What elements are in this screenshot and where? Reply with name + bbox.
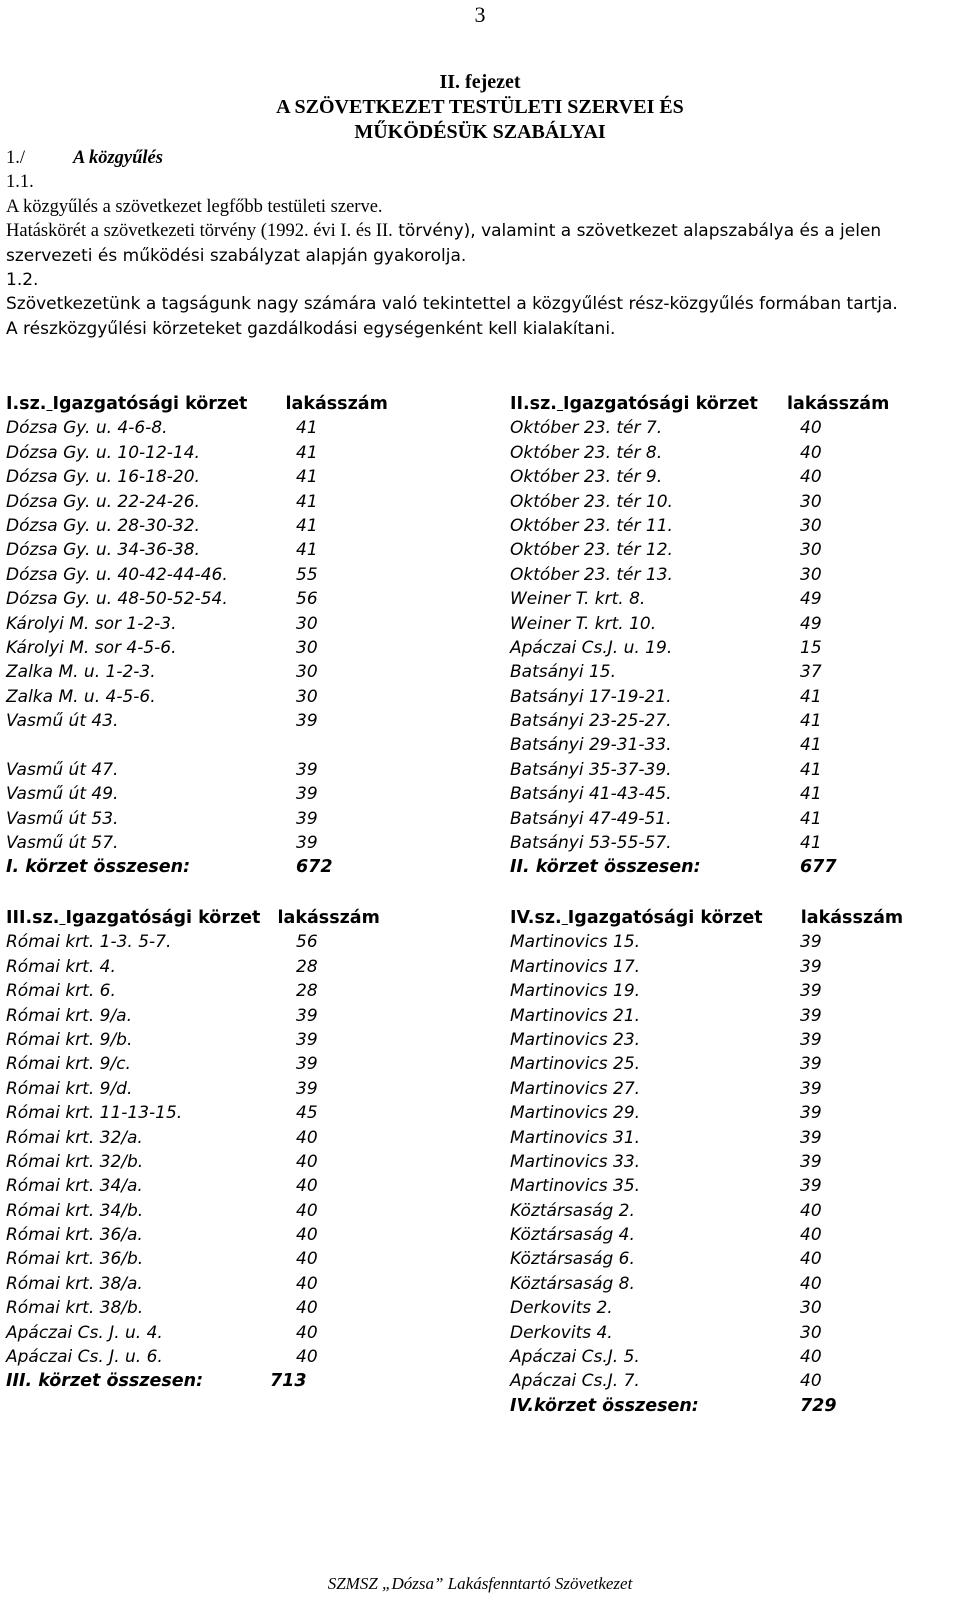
address-cell: Martinovics 17.: [510, 956, 641, 977]
district-row: [6, 538, 436, 562]
district-row: [6, 587, 436, 611]
district-row: [6, 660, 436, 684]
apartment-count-cell: 45: [296, 1103, 318, 1124]
apartment-count-cell: 39: [296, 759, 318, 780]
address-cell: Római krt. 6.: [6, 981, 116, 1002]
district-header: [510, 392, 940, 416]
district-row: [510, 416, 940, 440]
address-cell: Római krt. 38/b.: [6, 1298, 144, 1319]
address-cell: Batsányi 53-55-57.: [510, 833, 672, 854]
district-row: [510, 538, 940, 562]
apartment-count-cell: 39: [800, 1151, 822, 1172]
address-cell: Római krt. 34/a.: [6, 1176, 143, 1197]
district-row: [6, 782, 436, 806]
apartment-count-cell: 41: [800, 808, 822, 829]
district-1-table: [6, 392, 436, 880]
apartment-count-cell: 39: [296, 1005, 318, 1026]
apartment-count-cell: 39: [800, 981, 822, 1002]
address-cell: Vasmű út 49.: [6, 784, 119, 805]
apartment-count-cell: 41: [296, 540, 318, 561]
paragraph-1-2-line-1: Szövetkezetünk a tagságunk nagy számára való tekintettel a közgyűlést rész-közgyűlés formában tartja.: [6, 294, 898, 315]
district-total: [6, 855, 436, 879]
district-2-table: [510, 392, 940, 880]
apartment-count-cell: 39: [296, 1029, 318, 1050]
address-cell: Martinovics 15.: [510, 932, 641, 953]
apartment-count-cell: 39: [800, 1078, 822, 1099]
district-4-table: [510, 906, 940, 1418]
address-cell: Vasmű út 43.: [6, 711, 119, 732]
address-cell: Október 23. tér 7.: [510, 418, 663, 439]
address-cell: Október 23. tér 9.: [510, 467, 663, 488]
address-cell: Batsányi 47-49-51.: [510, 808, 672, 829]
apartment-count-cell: 30: [296, 613, 318, 634]
apartment-count-cell: 28: [296, 956, 318, 977]
address-cell: Martinovics 35.: [510, 1176, 641, 1197]
district-row: [6, 1321, 436, 1345]
apartment-count-cell: 30: [296, 686, 318, 707]
paragraph-1-2-line-2: A részközgyűlési körzeteket gazdálkodási egységenként kell kialakítani.: [6, 318, 616, 339]
apartment-count-cell: 30: [800, 1322, 822, 1343]
apartment-count-cell: 39: [800, 1103, 822, 1124]
address-cell: Batsányi 23-25-27.: [510, 711, 672, 732]
district-row: [6, 1247, 436, 1271]
address-cell: Apáczai Cs.J. 5.: [510, 1347, 640, 1368]
address-cell: Weiner T. krt. 8.: [510, 589, 646, 610]
district-row: [6, 979, 436, 1003]
apartment-count-cell: 39: [296, 711, 318, 732]
district-row: [510, 1296, 940, 1320]
apartment-count-cell: 39: [800, 956, 822, 977]
address-cell: Dózsa Gy. u. 22-24-26.: [6, 491, 200, 512]
address-cell: Martinovics 31.: [510, 1127, 641, 1148]
address-cell: Batsányi 17-19-21.: [510, 686, 672, 707]
apartment-count-cell: 40: [800, 1371, 822, 1392]
paragraph-1-1-serif-part: Hatáskörét a szövetkezeti törvény (1992. évi I. és II.: [6, 221, 393, 242]
district-row: [510, 1369, 940, 1393]
district-row: [6, 807, 436, 831]
district-row: [510, 465, 940, 489]
district-number: II.sz.: [510, 394, 557, 414]
apartment-count-cell: 56: [296, 932, 318, 953]
apartment-count-cell: 40: [296, 1347, 318, 1368]
address-cell: Apáczai Cs. J. u. 4.: [6, 1322, 163, 1343]
apartment-count-cell: 28: [296, 981, 318, 1002]
apartment-count-cell: 41: [800, 686, 822, 707]
address-cell: Zalka M. u. 1-2-3.: [6, 662, 156, 683]
apartment-count-cell: 40: [296, 1151, 318, 1172]
district-number: I.sz.: [6, 394, 47, 414]
apartment-count-cell: 39: [296, 833, 318, 854]
address-cell: Római krt. 32/b.: [6, 1151, 144, 1172]
address-cell: Weiner T. krt. 10.: [510, 613, 657, 634]
address-cell: Dózsa Gy. u. 48-50-52-54.: [6, 589, 228, 610]
district-label: Igazgatósági körzet: [65, 908, 261, 928]
total-value: 729: [800, 1395, 837, 1416]
address-cell: Martinovics 19.: [510, 981, 641, 1002]
district-total: [6, 1369, 436, 1393]
apartment-count-cell: 30: [296, 637, 318, 658]
district-row: [6, 1272, 436, 1296]
apartment-count-cell: 40: [296, 1127, 318, 1148]
apartment-count-cell: 41: [800, 735, 822, 756]
apartment-count-cell: 39: [800, 932, 822, 953]
district-row: [510, 782, 940, 806]
apartment-count-cell: 41: [800, 784, 822, 805]
apartment-count-cell: 30: [800, 491, 822, 512]
district-header: [510, 906, 940, 930]
apartment-count-cell: 30: [296, 662, 318, 683]
total-value: 677: [800, 857, 837, 878]
district-row: [510, 1101, 940, 1125]
total-label: II. körzet összesen:: [510, 857, 701, 878]
apartment-count-cell: 41: [296, 442, 318, 463]
address-cell: Dózsa Gy. u. 40-42-44-46.: [6, 564, 228, 585]
apartment-count-cell: 49: [800, 589, 822, 610]
address-cell: Római krt. 9/b.: [6, 1029, 133, 1050]
district-row: [6, 733, 436, 757]
district-row: [6, 441, 436, 465]
apartment-count-cell: 39: [800, 1005, 822, 1026]
total-value: 713: [270, 1371, 307, 1392]
district-row: [6, 563, 436, 587]
address-cell: Vasmű út 57.: [6, 833, 119, 854]
apartment-count-cell: 41: [296, 515, 318, 536]
address-cell: Római krt. 36/a.: [6, 1225, 143, 1246]
apartment-count-cell: 40: [296, 1200, 318, 1221]
apartment-count-cell: 41: [296, 418, 318, 439]
district-row: [6, 1296, 436, 1320]
district-row: [510, 1174, 940, 1198]
district-row: [510, 831, 940, 855]
address-cell: Dózsa Gy. u. 16-18-20.: [6, 467, 200, 488]
address-cell: Köztársaság 8.: [510, 1273, 635, 1294]
apartment-count-cell: 40: [296, 1249, 318, 1270]
total-label: III. körzet összesen:: [6, 1371, 204, 1392]
count-column-header: lakásszám: [800, 908, 904, 928]
paragraph-1-1-rest: törvény), valamint a szövetkezet alapszabálya és a jelen szervezeti és működési szabályzat alapján gyakorolja.: [6, 221, 882, 266]
address-cell: Derkovits 4.: [510, 1322, 613, 1343]
district-row: [6, 612, 436, 636]
apartment-count-cell: 39: [296, 808, 318, 829]
address-cell: Római krt. 1-3. 5-7.: [6, 932, 172, 953]
address-cell: Martinovics 21.: [510, 1005, 641, 1026]
apartment-count-cell: 40: [296, 1273, 318, 1294]
chapter-number: II. fejezet: [439, 71, 521, 93]
apartment-count-cell: 41: [800, 833, 822, 854]
address-cell: Október 23. tér 12.: [510, 540, 673, 561]
district-row: [510, 441, 940, 465]
apartment-count-cell: 41: [800, 759, 822, 780]
district-3-table: [6, 906, 436, 1394]
apartment-count-cell: 41: [296, 491, 318, 512]
district-row: [6, 1052, 436, 1076]
district-row: [510, 660, 940, 684]
total-label: IV.körzet összesen:: [510, 1395, 699, 1416]
address-cell: Római krt. 9/c.: [6, 1054, 131, 1075]
apartment-count-cell: 39: [800, 1127, 822, 1148]
apartment-count-cell: 40: [800, 418, 822, 439]
district-row: [6, 1028, 436, 1052]
address-cell: Martinovics 29.: [510, 1103, 641, 1124]
apartment-count-cell: 39: [296, 1078, 318, 1099]
apartment-count-cell: 40: [296, 1298, 318, 1319]
apartment-count-cell: 30: [800, 1298, 822, 1319]
count-column-header: lakásszám: [787, 394, 890, 414]
district-row: [6, 1199, 436, 1223]
district-row: [6, 636, 436, 660]
apartment-count-cell: 40: [800, 1200, 822, 1221]
address-cell: Károlyi M. sor 1-2-3.: [6, 613, 177, 634]
district-row: [510, 514, 940, 538]
address-cell: Apáczai Cs.J. u. 19.: [510, 637, 673, 658]
district-row: [510, 979, 940, 1003]
district-header: [6, 906, 436, 930]
district-row: [510, 1199, 940, 1223]
district-row: [6, 1150, 436, 1174]
apartment-count-cell: 40: [800, 467, 822, 488]
count-column-header: lakásszám: [285, 394, 388, 414]
address-cell: Zalka M. u. 4-5-6.: [6, 686, 156, 707]
district-total: [510, 855, 940, 879]
district-row: [510, 1321, 940, 1345]
apartment-count-cell: 40: [800, 1347, 822, 1368]
chapter-heading: [0, 70, 960, 145]
apartment-count-cell: 37: [800, 662, 822, 683]
paragraph-1-1-line-1: A közgyűlés a szövetkezet legfőbb testületi szerve.: [6, 196, 383, 217]
district-row: [6, 1223, 436, 1247]
district-row: [510, 733, 940, 757]
chapter-title-line-1: A SZÖVETKEZET TESTÜLETI SZERVEI ÉS: [276, 96, 684, 118]
total-value: 672: [296, 857, 333, 878]
district-row: [6, 709, 436, 733]
address-cell: Dózsa Gy. u. 10-12-14.: [6, 442, 200, 463]
district-header: [6, 392, 436, 416]
address-cell: Martinovics 25.: [510, 1054, 641, 1075]
district-row: [6, 1174, 436, 1198]
district-row: [510, 709, 940, 733]
address-cell: Apáczai Cs.J. 7.: [510, 1371, 640, 1392]
address-cell: Római krt. 36/b.: [6, 1249, 144, 1270]
total-label: I. körzet összesen:: [6, 857, 191, 878]
district-row: [6, 416, 436, 440]
district-row: [510, 1272, 940, 1296]
district-row: [6, 1101, 436, 1125]
apartment-count-cell: 49: [800, 613, 822, 634]
address-cell: Vasmű út 47.: [6, 759, 119, 780]
apartment-count-cell: 30: [800, 515, 822, 536]
district-row: [6, 831, 436, 855]
page-number: 3: [474, 2, 486, 27]
address-cell: Derkovits 2.: [510, 1298, 613, 1319]
address-cell: Római krt. 38/a.: [6, 1273, 143, 1294]
district-row: [510, 1247, 940, 1271]
count-column-header: lakásszám: [277, 908, 380, 928]
address-cell: Október 23. tér 10.: [510, 491, 673, 512]
district-row: [6, 758, 436, 782]
district-row: [510, 1150, 940, 1174]
district-row: [6, 955, 436, 979]
address-cell: Károlyi M. sor 4-5-6.: [6, 637, 177, 658]
address-cell: Köztársaság 4.: [510, 1225, 635, 1246]
district-row: [510, 1345, 940, 1369]
district-label: Igazgatósági körzet: [567, 908, 763, 928]
apartment-count-cell: 30: [800, 564, 822, 585]
district-row: [510, 587, 940, 611]
district-row: [510, 636, 940, 660]
apartment-count-cell: 39: [296, 784, 318, 805]
apartment-count-cell: 40: [296, 1176, 318, 1197]
section-title: A közgyűlés: [73, 148, 163, 168]
address-cell: Batsányi 29-31-33.: [510, 735, 672, 756]
district-number: IV.sz.: [510, 908, 562, 928]
apartment-count-cell: 56: [296, 589, 318, 610]
paragraph-1-1-line-2: [6, 219, 956, 268]
address-cell: Köztársaság 2.: [510, 1200, 635, 1221]
address-cell: Október 23. tér 8.: [510, 442, 663, 463]
apartment-count-cell: 40: [800, 1225, 822, 1246]
paragraph-number-1-2: 1.2.: [6, 270, 39, 291]
address-cell: Martinovics 33.: [510, 1151, 641, 1172]
district-row: [6, 685, 436, 709]
apartment-count-cell: 39: [800, 1176, 822, 1197]
apartment-count-cell: 41: [296, 467, 318, 488]
apartment-count-cell: 55: [296, 564, 318, 585]
district-label: Igazgatósági körzet: [52, 394, 248, 414]
district-row: [6, 490, 436, 514]
apartment-count-cell: 41: [800, 711, 822, 732]
district-row: [510, 1126, 940, 1150]
address-cell: Apáczai Cs. J. u. 6.: [6, 1347, 163, 1368]
district-row: [6, 1004, 436, 1028]
address-cell: Római krt. 9/a.: [6, 1005, 132, 1026]
district-row: [510, 1052, 940, 1076]
district-row: [6, 1345, 436, 1369]
district-row: [510, 930, 940, 954]
section-heading: [6, 146, 956, 170]
district-row: [6, 514, 436, 538]
address-cell: Római krt. 9/d.: [6, 1078, 133, 1099]
district-row: [510, 612, 940, 636]
district-row: [510, 490, 940, 514]
address-cell: Batsányi 15.: [510, 662, 617, 683]
district-row: [510, 563, 940, 587]
section-number: 1./: [6, 148, 26, 168]
address-cell: Dózsa Gy. u. 34-36-38.: [6, 540, 200, 561]
address-cell: Dózsa Gy. u. 28-30-32.: [6, 515, 200, 536]
address-cell: Római krt. 34/b.: [6, 1200, 144, 1221]
district-label: Igazgatósági körzet: [563, 394, 758, 414]
district-row: [6, 1126, 436, 1150]
district-row: [6, 465, 436, 489]
apartment-count-cell: 30: [800, 540, 822, 561]
district-row: [510, 1004, 940, 1028]
address-cell: Vasmű út 53.: [6, 808, 119, 829]
apartment-count-cell: 40: [296, 1322, 318, 1343]
apartment-count-cell: 39: [296, 1054, 318, 1075]
page-footer: SZMSZ „Dózsa” Lakásfenntartó Szövetkezet: [327, 1574, 633, 1593]
district-row: [510, 1223, 940, 1247]
district-row: [6, 930, 436, 954]
district-row: [6, 1077, 436, 1101]
apartment-count-cell: 40: [296, 1225, 318, 1246]
apartment-count-cell: 40: [800, 1249, 822, 1270]
address-cell: Október 23. tér 11.: [510, 515, 673, 536]
address-cell: Római krt. 4.: [6, 956, 116, 977]
address-cell: Október 23. tér 13.: [510, 564, 673, 585]
apartment-count-cell: 39: [800, 1054, 822, 1075]
address-cell: Batsányi 41-43-45.: [510, 784, 672, 805]
address-cell: Dózsa Gy. u. 4-6-8.: [6, 418, 168, 439]
paragraph-number-1-1: 1.1.: [6, 172, 34, 193]
district-row: [510, 807, 940, 831]
district-number: III.sz.: [6, 908, 60, 928]
district-total: [510, 1394, 940, 1418]
apartment-count-cell: 40: [800, 442, 822, 463]
chapter-title-line-2: MŰKÖDÉSÜK SZABÁLYAI: [354, 121, 606, 143]
apartment-count-cell: 39: [800, 1029, 822, 1050]
district-row: [510, 1077, 940, 1101]
address-cell: Martinovics 23.: [510, 1029, 641, 1050]
apartment-count-cell: 40: [800, 1273, 822, 1294]
address-cell: Római krt. 32/a.: [6, 1127, 143, 1148]
address-cell: Batsányi 35-37-39.: [510, 759, 672, 780]
apartment-count-cell: 15: [800, 637, 822, 658]
intro-text: [6, 146, 956, 341]
district-row: [510, 1028, 940, 1052]
address-cell: Martinovics 27.: [510, 1078, 641, 1099]
address-cell: Római krt. 11-13-15.: [6, 1103, 183, 1124]
address-cell: Köztársaság 6.: [510, 1249, 635, 1270]
district-row: [510, 955, 940, 979]
district-row: [510, 685, 940, 709]
district-row: [510, 758, 940, 782]
